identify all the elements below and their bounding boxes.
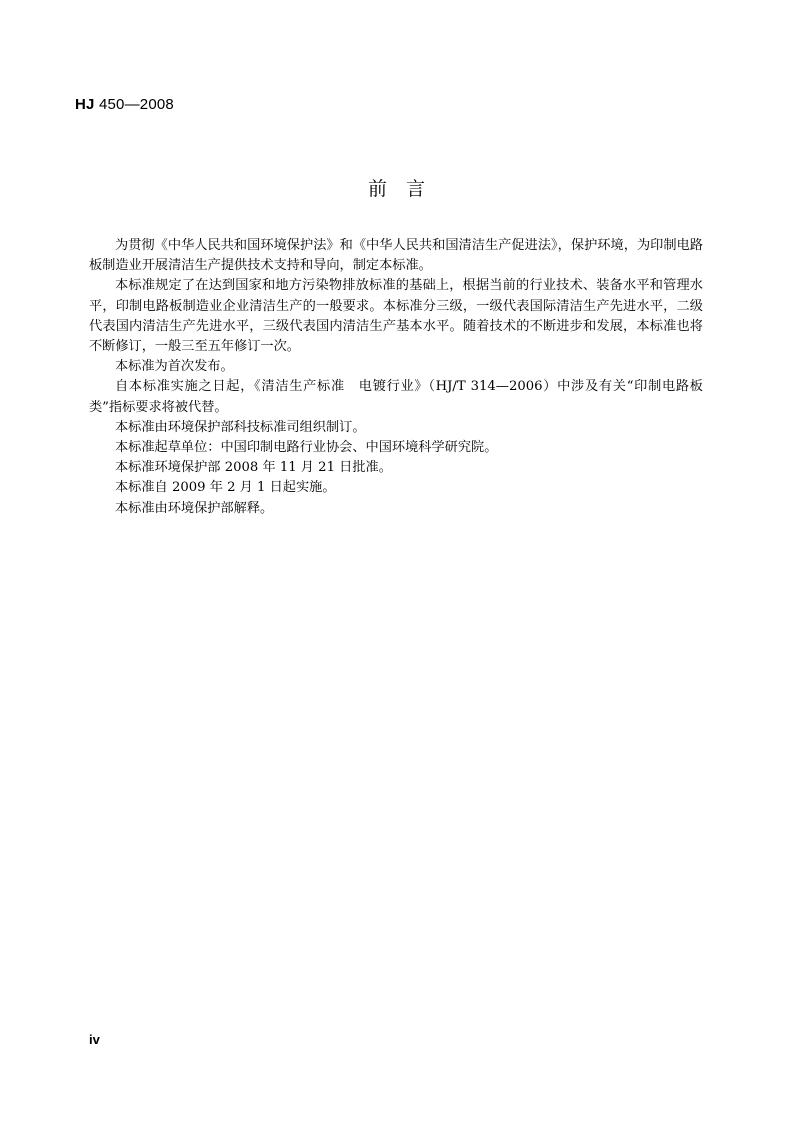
paragraph-implementation: 本标准自 2009 年 2 月 1 日起实施。 xyxy=(115,480,336,496)
document-code-number: 450—2008 xyxy=(98,96,174,113)
paragraph-replacement: 自本标准实施之日起，《清洁生产标准 电镀行业》（HJ/T 314—2006）中涉及有关“印制电路板类”指标要求将被代替。 xyxy=(89,379,703,415)
paragraph-interpretation: 本标准由环境保护部解释。 xyxy=(115,500,274,516)
foreword-body xyxy=(89,236,703,519)
paragraph-approval: 本标准环境保护部 2008 年 11 月 21 日批准。 xyxy=(115,460,392,476)
page-number: iv xyxy=(89,1032,100,1047)
document-code-prefix: HJ xyxy=(75,96,95,113)
document-code xyxy=(75,96,174,113)
paragraph-organizer: 本标准由环境保护部科技标准司组织制订。 xyxy=(115,419,366,435)
paragraph-scope: 本标准规定了在达到国家和地方污染物排放标准的基础上，根据当前的行业技术、装备水平和管理水平，印制电路板制造业企业清洁生产的一般要求。本标准分三级，一级代表国际清洁生产先进水平，二级代表国内清洁生产先进水平，三级代表国内清洁生产基本水平。随着技术的不断进步和发展，本标准也将不断修订，一般三至五年修订一次。 xyxy=(89,278,703,355)
paragraph-first-release: 本标准为首次发布。 xyxy=(115,359,234,375)
paragraph-drafting-units: 本标准起草单位：中国印制电路行业协会、中国环境科学研究院。 xyxy=(115,440,498,456)
paragraph-purpose: 为贯彻《中华人民共和国环境保护法》和《中华人民共和国清洁生产促进法》，保护环境，为印制电路板制造业开展清洁生产提供技术支持和导向，制定本标准。 xyxy=(89,238,703,274)
page-title: 前言 xyxy=(367,178,444,200)
